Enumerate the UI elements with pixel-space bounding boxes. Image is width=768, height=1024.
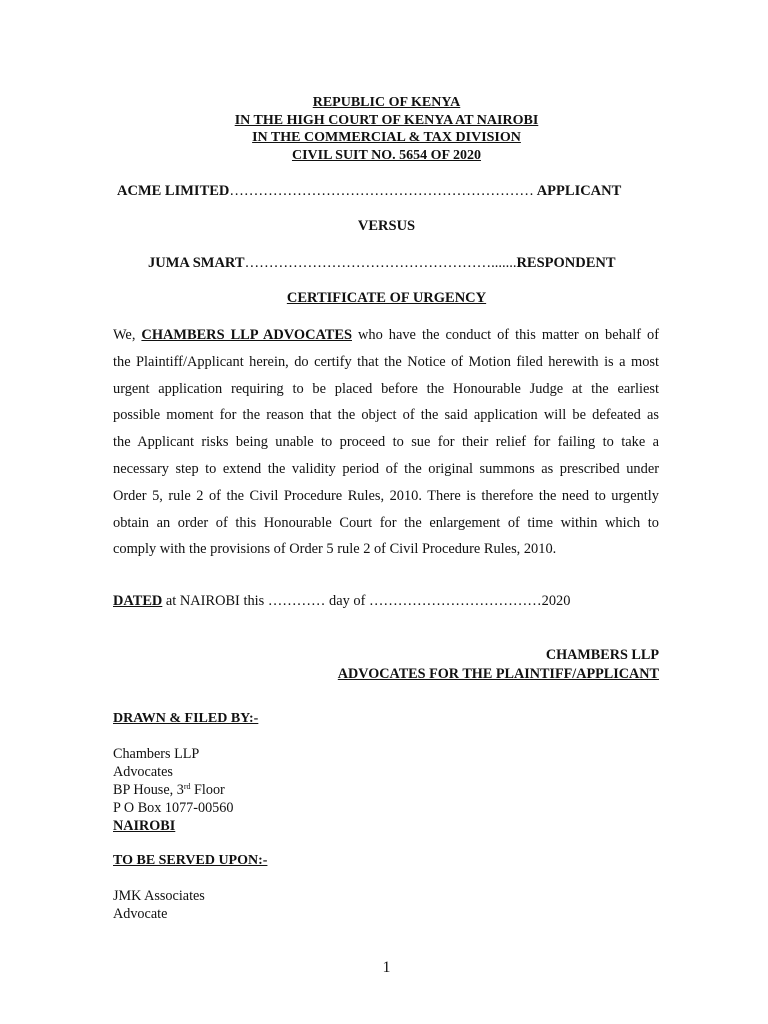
dated-line [113, 593, 570, 610]
court-header [0, 94, 768, 164]
respondent-role: RESPONDENT [516, 255, 616, 271]
versus-label: VERSUS [357, 218, 416, 234]
drawn-filed-line-4: P O Box 1077-00560 [113, 800, 234, 816]
document-title: CERTIFICATE OF URGENCY [286, 290, 487, 306]
applicant-line [117, 183, 621, 200]
signature-role: ADVOCATES FOR THE PLAINTIFF/APPLICANT [337, 666, 659, 682]
drawn-filed-address [113, 745, 233, 835]
served-upon-line-1: JMK Associates [113, 888, 205, 904]
body-line-1 [113, 322, 659, 349]
drawn-filed-heading: DRAWN & FILED BY:- [113, 711, 259, 726]
respondent-line [148, 255, 616, 272]
applicant-name: ACME LIMITED [117, 183, 230, 199]
applicant-role: APPLICANT [533, 183, 622, 199]
drawn-filed-line-1: Chambers LLP [113, 746, 200, 762]
body-line-3: urgent application requiring to be placed before the Honourable Judge at the earliest [113, 380, 659, 397]
body-line-2: the Plaintiff/Applicant herein, do certify that the Notice of Motion filed herewith is a most [113, 353, 659, 370]
body-firm-name: CHAMBERS LLP ADVOCATES [141, 327, 352, 343]
body-line-5: the Applicant risks being unable to proceed to sue for their relief for failing to take a [113, 434, 659, 451]
header-suit-number: CIVIL SUIT NO. 5654 OF 2020 [291, 147, 482, 163]
signature-firm: CHAMBERS LLP [545, 647, 659, 663]
page-number: 1 [382, 959, 391, 976]
body-line-9: comply with the provisions of Order 5 rule 2 of Civil Procedure Rules, 2010. [113, 541, 557, 558]
body-intro: We, [113, 327, 142, 343]
respondent-dots: ……………………………………………....... [244, 255, 517, 271]
body-line-4: possible moment for the reason that the object of the said application will be defeated as [113, 407, 659, 424]
body-line-1-rest: who have the conduct of this matter on behalf of [351, 327, 659, 343]
applicant-dots: ……………………………………………………… [229, 183, 534, 199]
body-line-8: obtain an order of this Honourable Court for the enlargement of time within which to [113, 514, 659, 531]
drawn-filed-line-2: Advocates [113, 764, 173, 780]
served-upon-line-2: Advocate [113, 906, 168, 922]
dated-text: at NAIROBI this ………… day of ………………………………2020 [162, 593, 571, 609]
dated-label: DATED [113, 593, 163, 609]
signature-block [338, 646, 659, 684]
floor-ordinal: rd [183, 782, 191, 791]
header-republic: REPUBLIC OF KENYA [312, 95, 461, 110]
drawn-filed-city: NAIROBI [113, 818, 176, 834]
drawn-filed-line-3 [113, 781, 233, 799]
certificate-body [113, 322, 659, 563]
respondent-name: JUMA SMART [148, 255, 245, 271]
address-building: BP House, 3 [113, 782, 184, 798]
served-upon-heading: TO BE SERVED UPON:- [113, 853, 268, 868]
body-line-7: Order 5, rule 2 of the Civil Procedure Rules, 2010. There is therefore the need to urgently [113, 487, 659, 504]
header-court: IN THE HIGH COURT OF KENYA AT NAIROBI [234, 112, 539, 128]
served-upon-address [113, 887, 205, 923]
address-floor: Floor [190, 782, 225, 798]
header-division: IN THE COMMERCIAL & TAX DIVISION [252, 130, 521, 145]
body-line-6: necessary step to extend the validity period of the original summons as prescribed under [113, 460, 659, 477]
